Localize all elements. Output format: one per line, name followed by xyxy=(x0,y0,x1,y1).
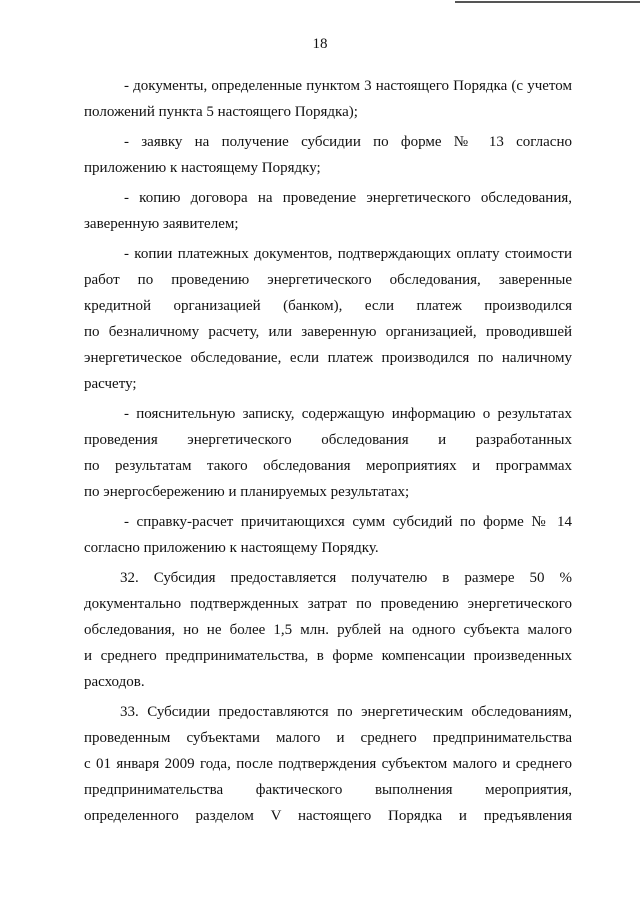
text-line: - документы, определенные пунктом 3 настоящего Порядка (с учетом xyxy=(124,78,572,94)
text-line: проведенным субъектами малого и среднего предпринимательства xyxy=(84,730,572,746)
text-line: по энергосбережению и планируемых результатах; xyxy=(84,484,410,500)
document-body xyxy=(84,73,572,833)
text-line: 32. Субсидия предоставляется получателю в размере 50 % xyxy=(120,570,572,586)
text-line: согласно приложению к настоящему Порядку. xyxy=(84,540,379,556)
paragraph-payment-documents xyxy=(84,241,572,397)
text-line: - копию договора на проведение энергетического обследования, xyxy=(124,190,572,206)
text-line: расходов. xyxy=(84,674,145,690)
text-line: документально подтвержденных затрат по проведению энергетического xyxy=(84,596,572,612)
page-number: 18 xyxy=(312,36,328,52)
text-line: расчету; xyxy=(84,376,137,392)
text-line: - пояснительную записку, содержащую информацию о результатах xyxy=(124,406,572,422)
text-line: приложению к настоящему Порядку; xyxy=(84,160,321,176)
paragraph-application xyxy=(84,129,572,181)
text-line: энергетическое обследование, если платеж производился по наличному xyxy=(84,350,572,366)
text-line: - заявку на получение субсидии по форме № 13 согласно xyxy=(124,134,572,150)
text-line: и среднего предпринимательства, в форме компенсации произведенных xyxy=(84,648,572,664)
text-line: предпринимательства фактического выполнения мероприятия, xyxy=(84,782,572,798)
text-line: - справку-расчет причитающихся сумм субсидий по форме № 14 xyxy=(124,514,572,530)
paragraph-calculation-certificate xyxy=(84,509,572,561)
text-line: определенного разделом V настоящего Порядка и предъявления xyxy=(84,808,572,824)
text-line: 33. Субсидии предоставляются по энергетическим обследованиям, xyxy=(120,704,572,720)
text-line: с 01 января 2009 года, после подтверждения субъектом малого и среднего xyxy=(84,756,572,772)
text-line: по результатам такого обследования мероприятиях и программах xyxy=(84,458,572,474)
text-line: заверенную заявителем; xyxy=(84,216,239,232)
top-edge-line xyxy=(455,1,640,3)
text-line: работ по проведению энергетического обследования, заверенные xyxy=(84,272,572,288)
paragraph-documents xyxy=(84,73,572,125)
text-line: проведения энергетического обследования и разработанных xyxy=(84,432,572,448)
paragraph-contract-copy xyxy=(84,185,572,237)
paragraph-explanatory-note xyxy=(84,401,572,505)
text-line: - копии платежных документов, подтверждающих оплату стоимости xyxy=(124,246,572,262)
paragraph-item-33 xyxy=(84,699,572,829)
text-line: по безналичному расчету, или заверенную организацией, проводившей xyxy=(84,324,572,340)
text-line: положений пункта 5 настоящего Порядка); xyxy=(84,104,358,120)
paragraph-item-32 xyxy=(84,565,572,695)
text-line: кредитной организацией (банком), если платеж производился xyxy=(84,298,572,314)
text-line: обследования, но не более 1,5 млн. рублей на одного субъекта малого xyxy=(84,622,572,638)
